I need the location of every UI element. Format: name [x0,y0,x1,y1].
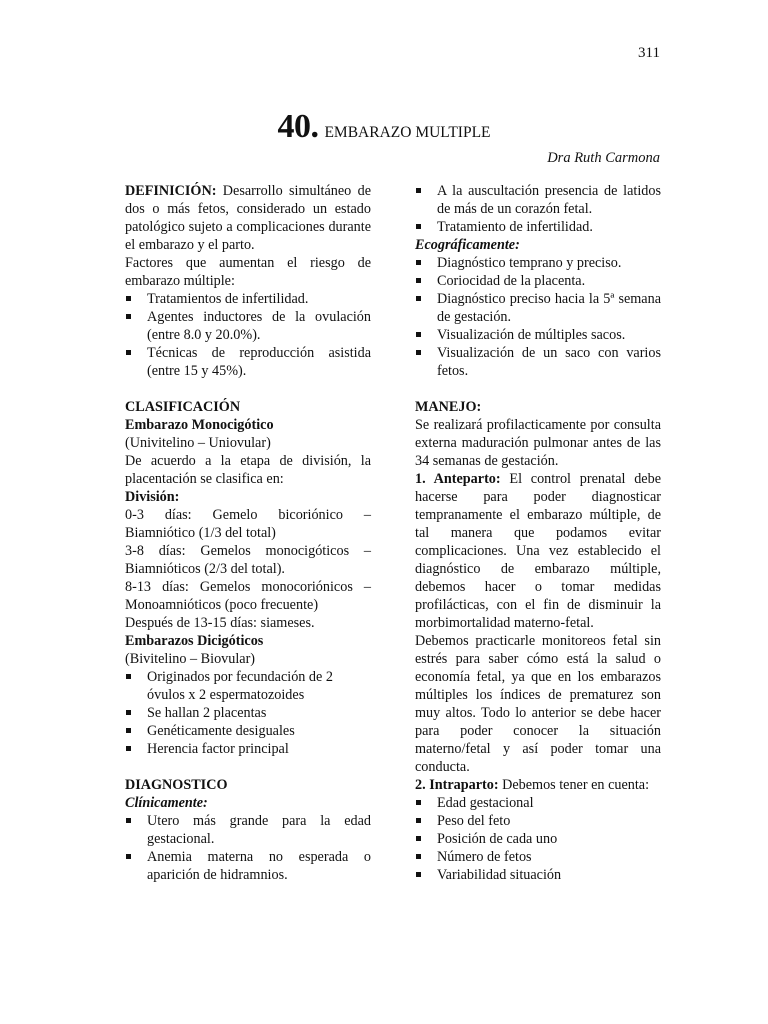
clinical-heading: Clínicamente: [125,795,208,811]
list-item [125,290,371,308]
chapter-title [0,108,768,146]
square-bullet-icon [416,872,421,877]
management-text: Se realizará profilacticamente por consulta externa maduración pulmonar antes de las 34 semanas de gestación. [415,417,661,469]
square-bullet-icon [416,332,421,337]
list-item [415,182,661,218]
diagnosis-heading: DIAGNOSTICO [125,777,228,793]
monozygotic-text: De acuerdo a la etapa de división, la placentación se clasifica en: [125,453,371,487]
right-column [415,182,661,884]
definition-label: DEFINICIÓN: [125,183,217,199]
list-item [415,254,661,272]
list-item [415,794,661,812]
list-item-text: Peso del feto [437,813,511,829]
list-item-text: Visualización de un saco con varios fetos. [437,345,661,379]
author: Dra Ruth Carmona [547,150,660,166]
list-item-text: Originados por fecundación de 2 óvulos x 2 espermatozoides [147,669,333,703]
square-bullet-icon [416,224,421,229]
list-item-text: Diagnóstico temprano y preciso. [437,255,622,271]
square-bullet-icon [126,350,131,355]
page-number: 311 [638,45,660,61]
list-item [415,218,661,236]
list-item-text: Técnicas de reproducción asistida (entre 15 y 45%). [147,345,371,379]
list-item-text: Utero más grande para la edad gestacional. [147,813,371,847]
intrapartum-list [415,794,661,884]
intrapartum-label: 2. Intraparto: [415,777,499,793]
monozygotic-heading: Embarazo Monocigótico [125,417,274,433]
list-item [415,866,661,884]
square-bullet-icon [126,818,131,823]
list-item [415,812,661,830]
list-item [415,344,661,380]
square-bullet-icon [416,818,421,823]
definition-text: Desarrollo simultáneo de dos o más fetos, considerado un estado patológico sujeto a complicaciones durante el embarazo y el parto. [125,183,371,253]
division-item: 3-8 días: Gemelos monocigóticos – Biamnióticos (2/3 del total). [125,543,371,577]
chapter-number: 40. [277,108,319,145]
square-bullet-icon [416,350,421,355]
chapter-title-text: EMBARAZO MULTIPLE [324,124,491,141]
list-item [125,812,371,848]
square-bullet-icon [126,674,131,679]
list-item-text: Visualización de múltiples sacos. [437,327,626,343]
list-item-text: Anemia materna no esperada o aparición de hidramnios. [147,849,371,883]
left-column [125,182,371,884]
list-item-text: Diagnóstico preciso hacia la 5ª semana de gestación. [437,291,661,325]
antepartum-paragraph [415,470,661,632]
division-item: Después de 13-15 días: siameses. [125,615,315,631]
list-item [125,740,371,758]
list-item-text: Genéticamente desiguales [147,723,295,739]
dizygotic-subtitle: (Bivitelino – Biovular) [125,651,256,667]
list-item [415,290,661,326]
square-bullet-icon [416,836,421,841]
list-item-text: Se hallan 2 placentas [147,705,267,721]
square-bullet-icon [416,296,421,301]
clinical-list [125,812,371,884]
list-item-text: A la auscultación presencia de latidos de más de un corazón fetal. [437,183,661,217]
dizygotic-heading: Embarazos Dicigóticos [125,633,264,649]
square-bullet-icon [126,296,131,301]
square-bullet-icon [416,260,421,265]
list-item-text: Edad gestacional [437,795,534,811]
list-item [125,704,371,722]
list-item [415,830,661,848]
division-heading: División: [125,489,180,505]
list-item [415,272,661,290]
square-bullet-icon [416,278,421,283]
list-item-text: Tratamientos de infertilidad. [147,291,309,307]
square-bullet-icon [126,728,131,733]
list-item-text: Herencia factor principal [147,741,289,757]
list-item [125,668,371,704]
list-item-text: Posición de cada uno [437,831,558,847]
intrapartum-text: Debemos tener en cuenta: [498,777,650,793]
monozygotic-subtitle: (Univitelino – Uniovular) [125,435,271,451]
list-item [125,848,371,884]
antepartum-label: 1. Anteparto: [415,471,501,487]
ultrasound-list [415,254,661,380]
management-heading: MANEJO: [415,399,482,415]
ultrasound-heading: Ecográficamente: [415,237,520,253]
square-bullet-icon [126,314,131,319]
list-item-text: Agentes inductores de la ovulación (entre 8.0 y 20.0%). [147,309,371,343]
square-bullet-icon [416,800,421,805]
division-item: 8-13 días: Gemelos monocoriónicos – Monoamnióticos (poco frecuente) [125,579,371,613]
list-item-text: Coriocidad de la placenta. [437,273,586,289]
factors-intro: Factores que aumentan el riesgo de embarazo múltiple: [125,255,371,289]
division-item: 0-3 días: Gemelo bicoriónico – Biamniótico (1/3 del total) [125,507,371,541]
square-bullet-icon [416,188,421,193]
list-item [415,848,661,866]
square-bullet-icon [416,854,421,859]
list-item [125,308,371,344]
dizygotic-list [125,668,371,758]
list-item-text: Tratamiento de infertilidad. [437,219,593,235]
list-item-text: Variabilidad situación [437,867,562,883]
definition-paragraph [125,182,371,254]
list-item [415,326,661,344]
list-item-text: Número de fetos [437,849,532,865]
square-bullet-icon [126,746,131,751]
list-item [125,344,371,380]
clinical-list-continued [415,182,661,236]
square-bullet-icon [126,854,131,859]
intrapartum-paragraph [415,776,661,794]
monitoring-paragraph: Debemos practicarle monitoreos fetal sin estrés para saber cómo está la salud o economía fetal, ya que en los embarazos múltiples los índices de prematurez son muy altos. Todo lo anterior se debe hacer para poder conocer la situación materno/fetal y así poder tomar una conducta. [415,633,661,775]
list-item [125,722,371,740]
classification-heading: CLASIFICACIÓN [125,399,241,415]
factors-list [125,290,371,380]
square-bullet-icon [126,710,131,715]
antepartum-text: El control prenatal debe hacerse para poder diagnosticar tempranamente el embarazo múltiple, de tal manera que podamos evitar complicaciones. Una vez establecido el diagnóstico de embarazo múltiple, debemos hacer o tomar medidas profilácticas, con el fin de disminuir la morbimortalidad materno-fetal. [415,471,662,631]
